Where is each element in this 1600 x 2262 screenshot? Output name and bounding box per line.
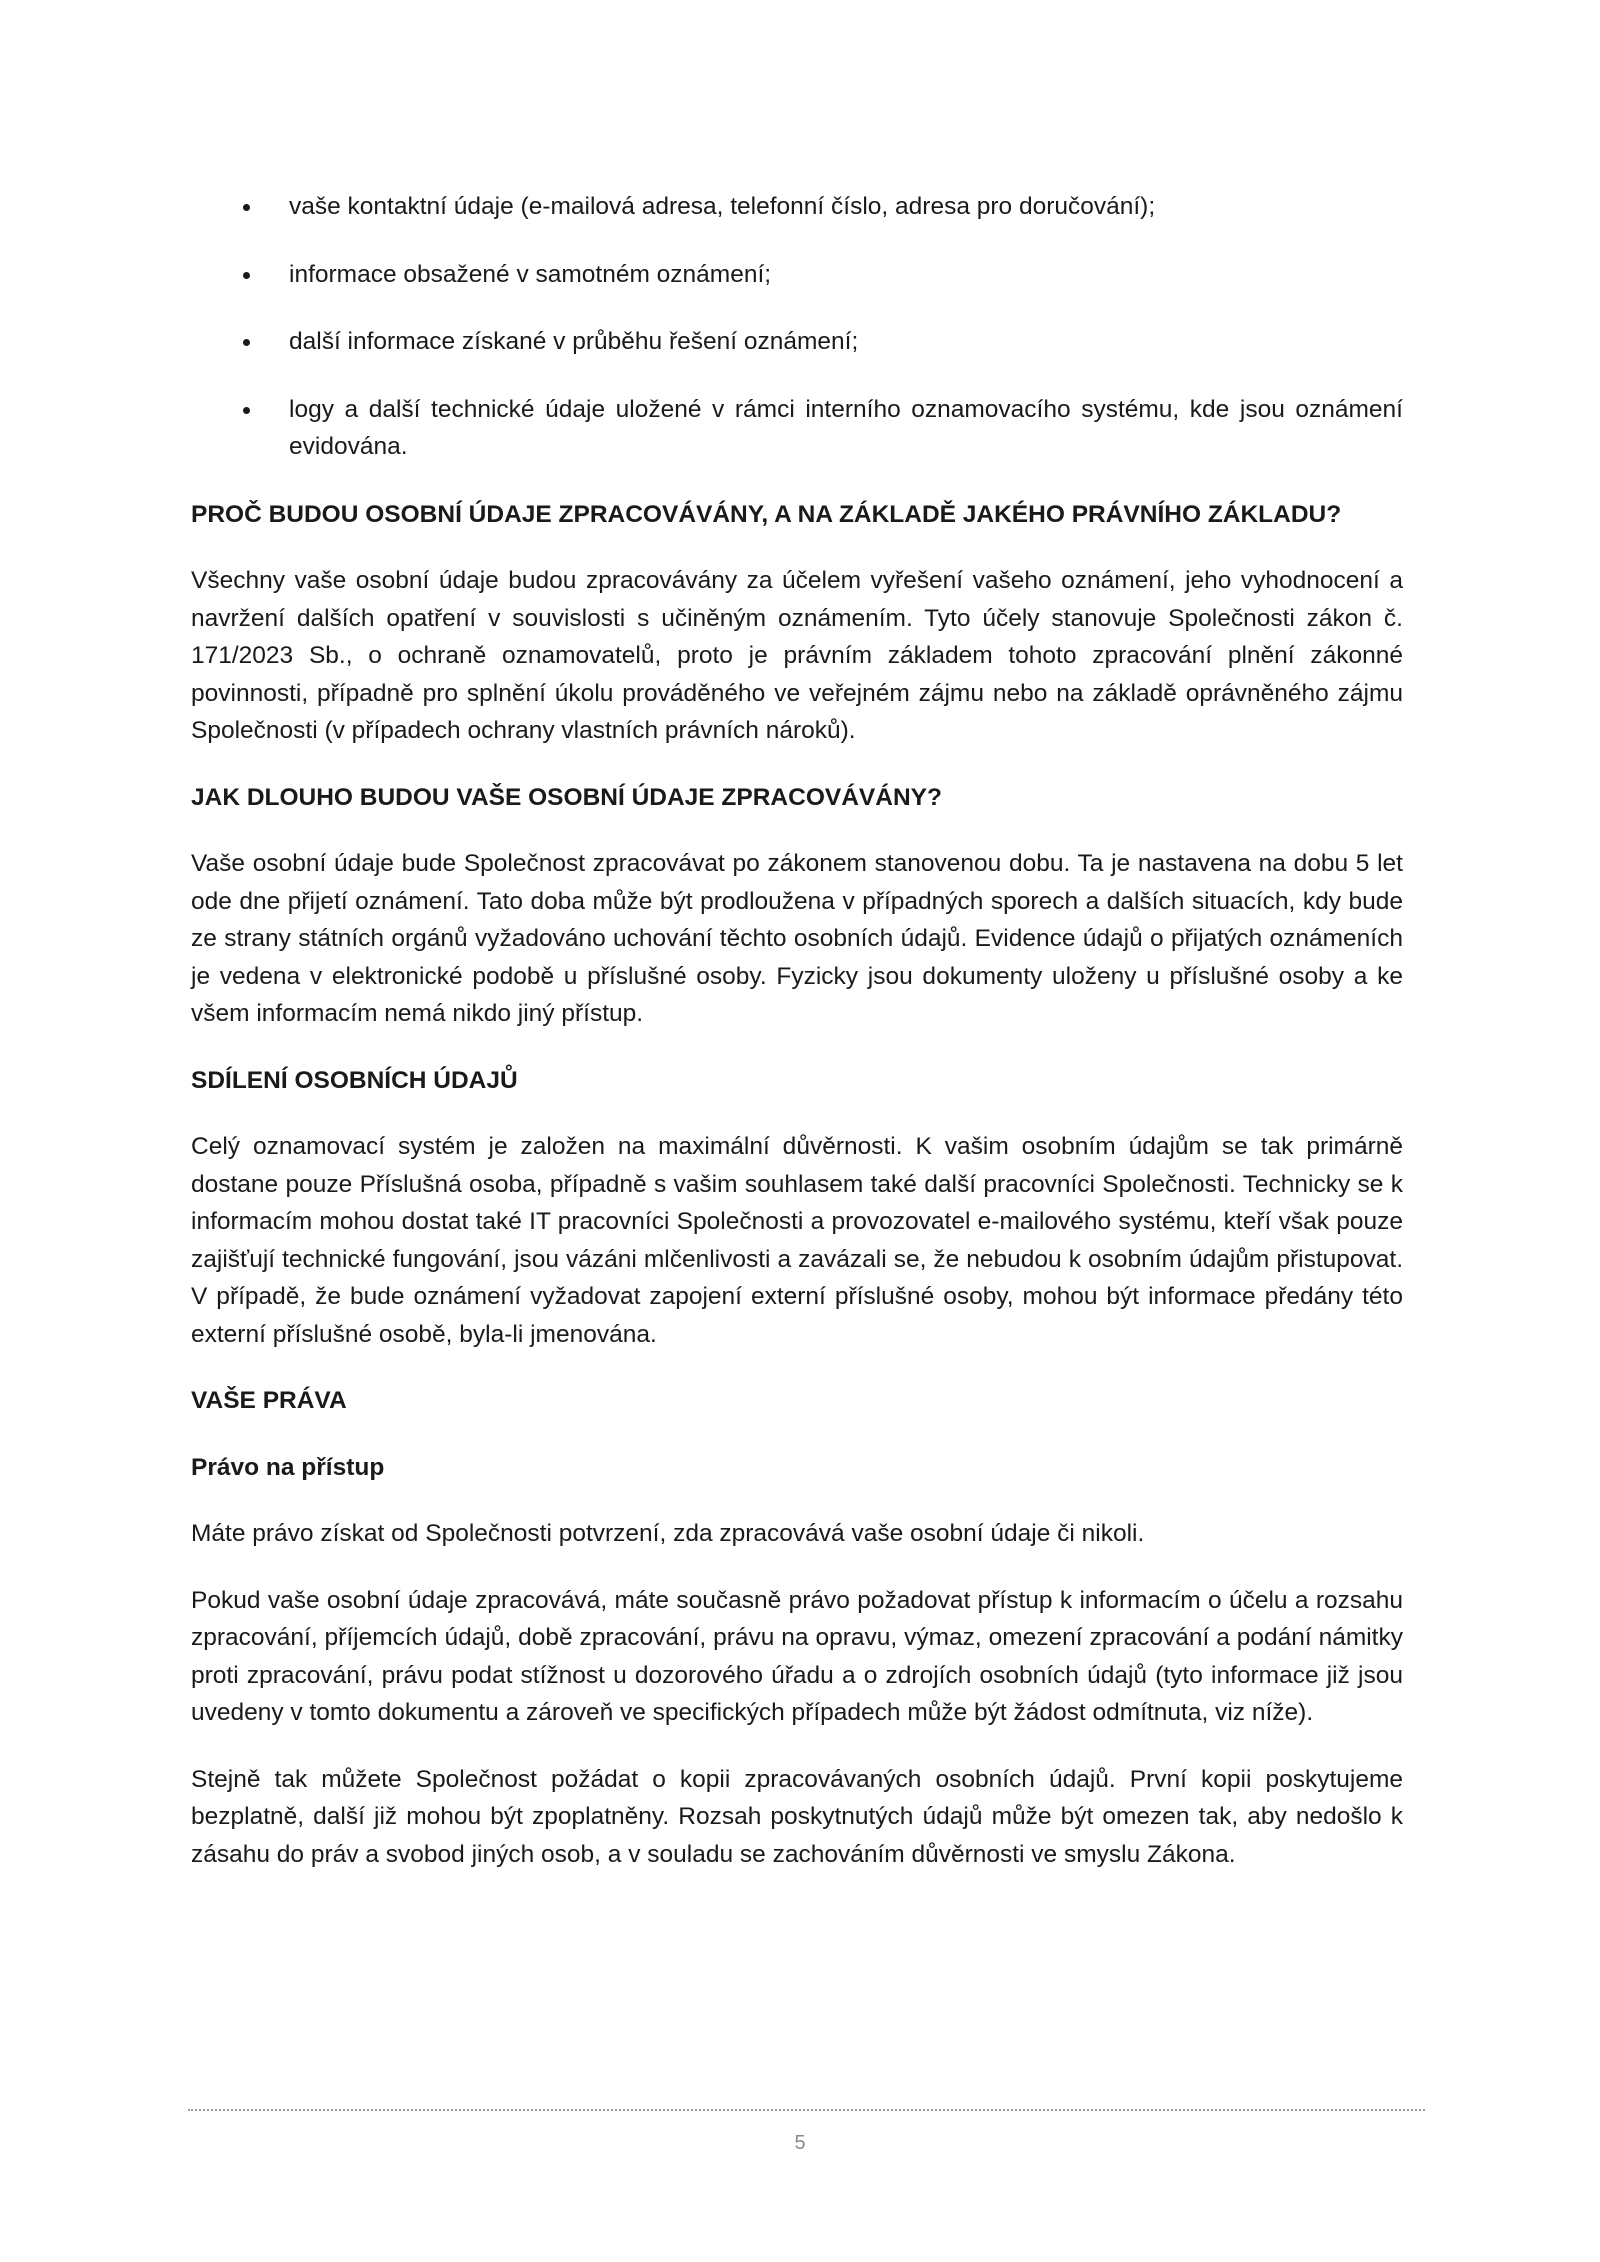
duration-heading: JAK DLOUHO BUDOU VAŠE OSOBNÍ ÚDAJE ZPRACOVÁVÁNY? <box>191 783 942 811</box>
list-item <box>191 323 1403 361</box>
page-number: 5 <box>794 2132 806 2154</box>
bullet-icon <box>243 204 250 211</box>
list-item <box>191 188 1403 226</box>
sharing-paragraph: Celý oznamovací systém je založen na maximální důvěrnosti. K vašim osobním údajům se tak primárně dostane pouze Příslušná osoba, případně s vašim souhlasem také další pracovníci Společnosti. Technicky se k informacím mohou dostat také IT pracovníci Společnosti a provozovatel e-mailového systému, kteří však pouze zajišťují technické fungování, jsou vázáni mlčenlivosti a zavázali se, že nebudou k osobním údajům přistupovat. V případě, že bude oznámení vyžadovat zapojení externí příslušné osoby, mohou být informace předány této externí příslušné osobě, byla-li jmenována. <box>191 1133 1403 1348</box>
list-item-text: další informace získané v průběhu řešení oznámení; <box>289 328 859 355</box>
footer-divider <box>188 2109 1425 2111</box>
bullet-icon <box>243 339 250 346</box>
list-item <box>191 256 1403 294</box>
page-content <box>191 188 1403 1902</box>
rights-heading: VAŠE PRÁVA <box>191 1387 347 1414</box>
rights-paragraph: Pokud vaše osobní údaje zpracovává, máte současně právo požadovat přístup k informacím o účelu a rozsahu zpracování, příjemcích údajů, době zpracování, právu na opravu, výmaz, omezení zpracování a podání námitky proti zpracování, právu podat stížnost u dozorového úřadu a o zdrojích osobních údajů (tyto informace již jsou uvedeny v tomto dokumentu a zároveň ve specifických případech může být žádost odmítnuta, viz níže). <box>191 1586 1403 1726</box>
list-item-text: informace obsažené v samotném oznámení; <box>289 260 772 288</box>
list-item <box>191 391 1403 466</box>
list-item-text: vaše kontaktní údaje (e-mailová adresa, telefonní číslo, adresa pro doručování); <box>289 193 1156 220</box>
list-item-text: logy a další technické údaje uložené v rámci interního oznamovacího systému, kde jsou oznámení evidována. <box>289 395 1403 460</box>
purpose-heading: PROČ BUDOU OSOBNÍ ÚDAJE ZPRACOVÁVÁNY, A NA ZÁKLADĚ JAKÉHO PRÁVNÍHO ZÁKLADU? <box>191 500 1342 528</box>
right-of-access-heading: Právo na přístup <box>191 1453 385 1481</box>
duration-paragraph: Vaše osobní údaje bude Společnost zpracovávat po zákonem stanovenou dobu. Ta je nastavena na dobu 5 let ode dne přijetí oznámení. Tato doba může být prodloužena v případných sporech a dalších situacích, kdy bude ze strany státních orgánů vyžadováno uchování těchto osobních údajů. Evidence údajů o přijatých oznámeních je vedena v elektronické podobě u příslušné osoby. Fyzicky jsou dokumenty uloženy u příslušné osoby a ke všem informacím nemá nikdo jiný přístup. <box>191 850 1403 1027</box>
purpose-paragraph: Všechny vaše osobní údaje budou zpracovávány za účelem vyřešení vašeho oznámení, jeho vyhodnocení a navržení dalších opatření v souvislosti s učiněným oznámením. Tyto účely stanovuje Společnosti zákon č. 171/2023 Sb., o ochraně oznamovatelů, proto je právním základem tohoto zpracování plnění zákonné povinnosti, případně pro splnění úkolu prováděného ve veřejném zájmu nebo na základě oprávněného zájmu Společnosti (v případech ochrany vlastních právních nároků). <box>191 567 1403 744</box>
personal-data-list <box>191 188 1403 466</box>
sharing-heading: SDÍLENÍ OSOBNÍCH ÚDAJŮ <box>191 1066 518 1094</box>
bullet-icon <box>243 407 250 414</box>
bullet-icon <box>243 272 250 279</box>
rights-paragraph: Máte právo získat od Společnosti potvrzení, zda zpracovává vaše osobní údaje či nikoli. <box>191 1520 1145 1547</box>
rights-paragraph: Stejně tak můžete Společnost požádat o kopii zpracovávaných osobních údajů. První kopii poskytujeme bezplatně, další již mohou být zpoplatněny. Rozsah poskytnutých údajů může být omezen tak, aby nedošlo k zásahu do práv a svobod jiných osob, a v souladu se zachováním důvěrnosti ve smyslu Zákona. <box>191 1765 1403 1868</box>
